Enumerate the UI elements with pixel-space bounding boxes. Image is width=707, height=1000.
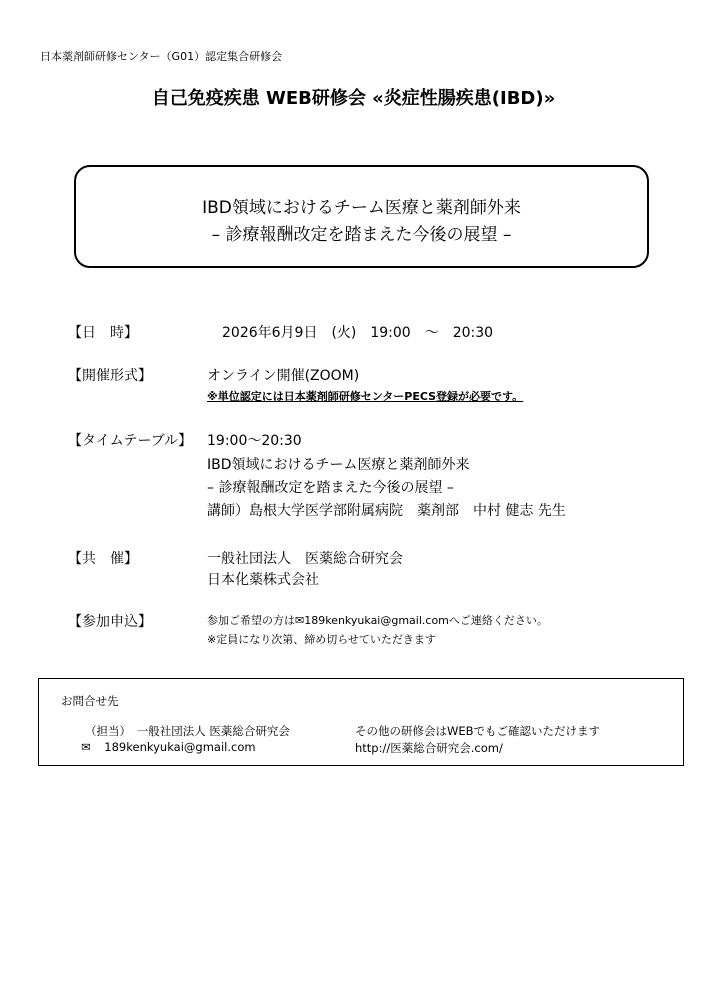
speaker-text: 講師）島根大学医学部附属病院 薬剤部 中村 健志 先生: [207, 503, 566, 519]
lecture-subtitle: – 診療報酬改定を踏まえた今後の展望 –: [211, 225, 512, 245]
mail-icon: ✉: [81, 740, 91, 754]
other-seminars-note: その他の研修会はWEBでもご確認いただけます: [355, 724, 601, 738]
timetable-topic: IBD領域におけるチーム医療と薬剤師外来: [207, 457, 470, 473]
contact-box: [38, 678, 684, 766]
contact-person: （担当） 一般社団法人 医薬総合研究会: [85, 724, 290, 738]
cohost-label: 【共 催】: [68, 551, 138, 567]
timetable-label: 【タイムテーブル】: [68, 433, 193, 449]
date-label: 【日 時】: [68, 325, 138, 341]
timetable-subtopic: – 診療報酬改定を踏まえた今後の展望 –: [207, 480, 454, 496]
lecture-title-box: [74, 165, 649, 268]
contact-url[interactable]: http://医薬総合研究会.com/: [355, 741, 503, 755]
cohost-org-2: 日本化薬株式会社: [207, 572, 319, 588]
lecture-title: IBD領域におけるチーム医療と薬剤師外来: [202, 198, 521, 218]
contact-email-row: [81, 740, 256, 754]
page-title: 自己免疫疾患 WEB研修会 «炎症性腸疾患(IBD)»: [151, 88, 556, 109]
date-value: 2026年6月9日 (火) 19:00 ～ 20:30: [222, 325, 494, 341]
contact-heading: お問合せ先: [61, 694, 119, 708]
registration-note: ※定員になり次第、締め切らせていただきます: [207, 633, 436, 646]
contact-email[interactable]: 189kenkyukai@gmail.com: [104, 740, 256, 754]
format-label: 【開催形式】: [68, 368, 152, 384]
pecs-note: ※単位認定には日本薬剤師研修センターPECS登録が必要です。: [207, 390, 524, 403]
format-value: オンライン開催(ZOOM): [207, 368, 360, 384]
certification-text: 日本薬剤師研修センター（G01）認定集合研修会: [40, 50, 283, 63]
registration-label: 【参加申込】: [68, 614, 152, 630]
timetable-time: 19:00～20:30: [207, 433, 302, 449]
cohost-org-1: 一般社団法人 医薬総合研究会: [207, 551, 403, 567]
registration-instructions: 参加ご希望の方は✉189kenkyukai@gmail.comへご連絡ください。: [207, 614, 548, 627]
